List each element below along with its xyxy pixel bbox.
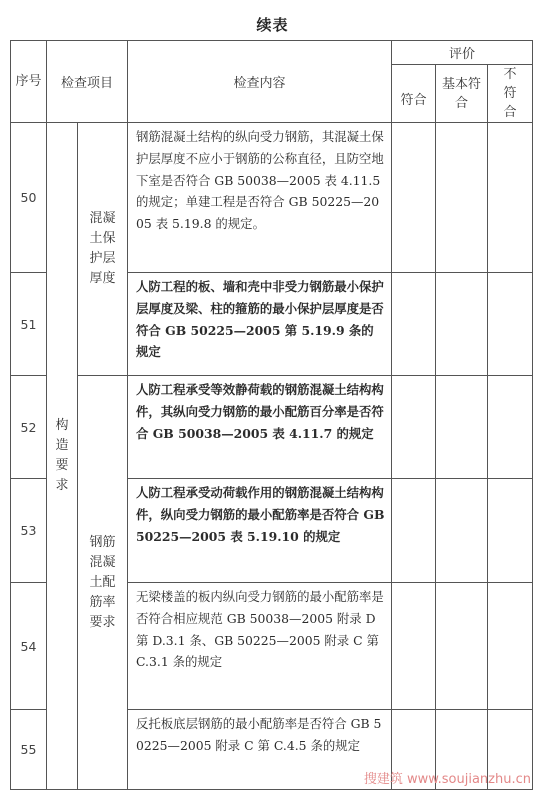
nonconform-cell[interactable] [488, 583, 533, 710]
group-concrete-cover: 混凝土保护层厚度 [78, 123, 128, 376]
inspection-table [10, 40, 533, 790]
basic-conform-cell[interactable] [436, 376, 488, 479]
header-nonconform: 不符合 [488, 65, 533, 123]
conform-cell[interactable] [392, 376, 436, 479]
row-number: 50 [11, 123, 47, 273]
header-conform: 符合 [392, 65, 436, 123]
row-number: 51 [11, 273, 47, 376]
conform-cell[interactable] [392, 123, 436, 273]
conform-cell[interactable] [392, 583, 436, 710]
page-title: 续表 [256, 16, 289, 34]
row-content: 钢筋混凝土结构的纵向受力钢筋，其混凝土保护层厚度不应小于钢筋的公称直径，且防空地下室是否符合 GB 50038—2005 表 4.11.5 的规定；单建工程是否符合 GB 50225—2005 表 5.19.8 的规定。 [128, 123, 392, 273]
row-content: 无梁楼盖的板内纵向受力钢筋的最小配筋率是否符合相应规范 GB 50038—2005 附录 D 第 D.3.1 条、GB 50225—2005 附录 C 第 C.3.1 条的规定 [128, 583, 392, 710]
basic-conform-cell[interactable] [436, 479, 488, 583]
row-number: 54 [11, 583, 47, 710]
basic-conform-cell[interactable] [436, 583, 488, 710]
header-item: 检查项目 [47, 41, 128, 123]
group-reinforcement-ratio: 钢筋混凝土配筋率要求 [78, 376, 128, 790]
nonconform-cell[interactable] [488, 479, 533, 583]
nonconform-cell[interactable] [488, 376, 533, 479]
header-basic-conform: 基本符合 [436, 65, 488, 123]
row-number: 55 [11, 710, 47, 790]
nonconform-cell[interactable] [488, 123, 533, 273]
basic-conform-cell[interactable] [436, 123, 488, 273]
header-evaluation: 评价 [392, 41, 533, 65]
row-number: 52 [11, 376, 47, 479]
header-content: 检查内容 [128, 41, 392, 123]
header-seq: 序号 [11, 41, 47, 123]
conform-cell[interactable] [392, 479, 436, 583]
watermark: 搜建筑 www.soujianzhu.cn [363, 772, 531, 787]
row-content: 反托板底层钢筋的最小配筋率是否符合 GB 50225—2005 附录 C 第 C.4.5 条的规定 [128, 710, 392, 790]
row-content: 人防工程承受动荷载作用的钢筋混凝土结构构件，纵向受力钢筋的最小配筋率是否符合 GB 50225—2005 表 5.19.10 的规定 [128, 479, 392, 583]
row-number: 53 [11, 479, 47, 583]
basic-conform-cell[interactable] [436, 273, 488, 376]
conform-cell[interactable] [392, 273, 436, 376]
row-content: 人防工程承受等效静荷载的钢筋混凝土结构构件，其纵向受力钢筋的最小配筋百分率是否符合 GB 50038—2005 表 4.11.7 的规定 [128, 376, 392, 479]
group-structure-requirements: 构造要求 [47, 123, 78, 790]
nonconform-cell[interactable] [488, 273, 533, 376]
row-content: 人防工程的板、墙和壳中非受力钢筋最小保护层厚度及梁、柱的箍筋的最小保护层厚度是否符合 GB 50225—2005 第 5.19.9 条的规定 [128, 273, 392, 376]
